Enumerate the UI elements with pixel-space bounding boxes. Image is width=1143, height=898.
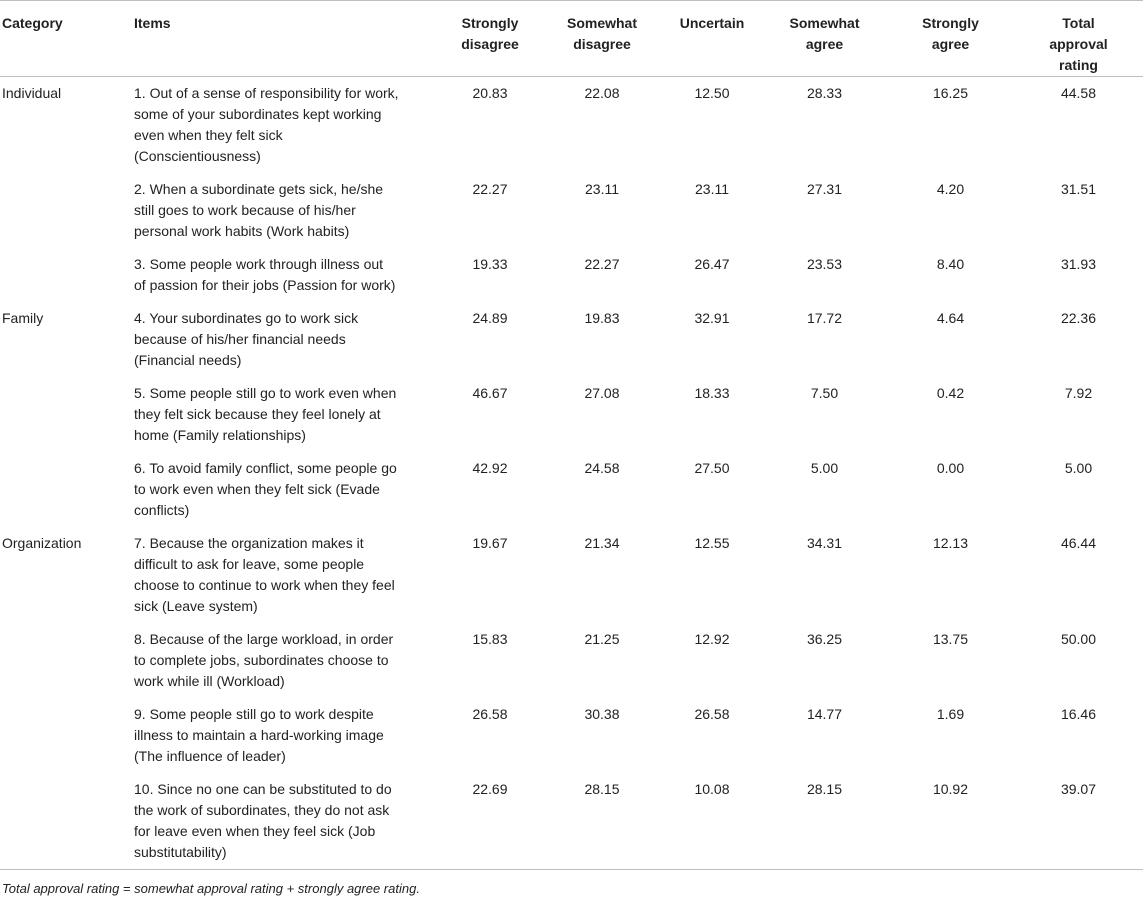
uncertain-value: 12.50 xyxy=(694,85,730,101)
strongly-agree-value: 8.40 xyxy=(936,256,965,272)
total-approval-value: 22.36 xyxy=(1060,310,1097,326)
somewhat-disagree-value: 22.08 xyxy=(584,85,620,101)
item-cell: 2. When a subordinate gets sick, he/she still goes to work because of his/her personal work habits (Work habits) xyxy=(134,181,384,239)
footnote: Total approval rating = somewhat approval rating + strongly agree rating. xyxy=(2,881,420,896)
strongly-disagree-value: 19.33 xyxy=(472,256,508,272)
header-total-approval: Total approval rating xyxy=(1049,15,1108,73)
somewhat-disagree-value: 21.25 xyxy=(584,631,620,647)
strongly-agree-value: 4.64 xyxy=(936,310,965,326)
category-cell xyxy=(0,773,134,870)
header-strongly-disagree: Strongly disagree xyxy=(461,15,519,52)
item-cell: 8. Because of the large workload, in order to complete jobs, subordinates choose to work while ill (Workload) xyxy=(134,631,394,689)
somewhat-agree-value: 14.77 xyxy=(806,706,843,722)
somewhat-disagree-value: 27.08 xyxy=(584,385,620,401)
table-row xyxy=(0,452,1143,527)
header-strongly-agree: Strongly agree xyxy=(922,15,979,52)
uncertain-value: 18.33 xyxy=(694,385,730,401)
total-approval-value: 50.00 xyxy=(1060,631,1097,647)
table-row xyxy=(0,773,1143,870)
item-cell: 7. Because the organization makes it difficult to ask for leave, some people choose to continue to work when they feel sick (Leave system) xyxy=(134,535,395,614)
category-cell: Individual xyxy=(2,85,62,101)
table-row xyxy=(0,623,1143,698)
category-cell xyxy=(0,452,134,527)
strongly-agree-value: 1.69 xyxy=(936,706,965,722)
header-uncertain: Uncertain xyxy=(679,15,745,31)
table-row xyxy=(0,248,1143,302)
strongly-agree-value: 12.13 xyxy=(932,535,969,551)
table-row xyxy=(0,173,1143,248)
total-approval-value: 31.51 xyxy=(1060,181,1097,197)
strongly-agree-value: 10.92 xyxy=(932,781,969,797)
header-items: Items xyxy=(134,15,171,31)
somewhat-agree-value: 17.72 xyxy=(806,310,843,326)
item-cell: 6. To avoid family conflict, some people go to work even when they felt sick (Evade conflicts) xyxy=(134,460,397,518)
uncertain-value: 12.55 xyxy=(694,535,730,551)
category-cell xyxy=(0,173,134,248)
category-cell: Organization xyxy=(2,535,82,551)
uncertain-value: 26.58 xyxy=(694,706,730,722)
uncertain-value: 10.08 xyxy=(694,781,730,797)
header-somewhat-disagree: Somewhat disagree xyxy=(566,15,637,52)
somewhat-agree-value: 27.31 xyxy=(806,181,843,197)
somewhat-disagree-value: 30.38 xyxy=(584,706,620,722)
table-row xyxy=(0,377,1143,452)
somewhat-agree-value: 5.00 xyxy=(810,460,839,476)
strongly-disagree-value: 20.83 xyxy=(472,85,508,101)
strongly-disagree-value: 26.58 xyxy=(472,706,508,722)
strongly-agree-value: 4.20 xyxy=(936,181,965,197)
total-approval-value: 46.44 xyxy=(1060,535,1097,551)
strongly-disagree-value: 15.83 xyxy=(472,631,508,647)
somewhat-disagree-value: 23.11 xyxy=(585,181,619,197)
total-approval-value: 44.58 xyxy=(1060,85,1097,101)
category-cell: Family xyxy=(2,310,44,326)
table-row xyxy=(0,77,1143,174)
strongly-disagree-value: 24.89 xyxy=(472,310,508,326)
uncertain-value: 27.50 xyxy=(694,460,730,476)
strongly-disagree-value: 22.69 xyxy=(472,781,508,797)
total-approval-value: 7.92 xyxy=(1064,385,1093,401)
somewhat-agree-value: 36.25 xyxy=(806,631,843,647)
total-approval-value: 5.00 xyxy=(1064,460,1093,476)
header-category: Category xyxy=(2,15,63,31)
strongly-disagree-value: 22.27 xyxy=(472,181,508,197)
header-somewhat-agree: Somewhat agree xyxy=(789,15,860,52)
item-cell: 1. Out of a sense of responsibility for work, some of your subordinates kept working even when they felt sick (Conscientiousness) xyxy=(134,85,399,164)
somewhat-disagree-value: 21.34 xyxy=(584,535,620,551)
somewhat-agree-value: 7.50 xyxy=(810,385,839,401)
table-body xyxy=(0,77,1143,870)
table-row xyxy=(0,527,1143,623)
total-approval-value: 31.93 xyxy=(1060,256,1097,272)
uncertain-value: 26.47 xyxy=(694,256,730,272)
total-approval-value: 16.46 xyxy=(1060,706,1097,722)
somewhat-disagree-value: 24.58 xyxy=(584,460,620,476)
strongly-disagree-value: 19.67 xyxy=(472,535,508,551)
item-cell: 4. Your subordinates go to work sick because of his/her financial needs (Financial needs) xyxy=(134,310,359,368)
somewhat-disagree-value: 28.15 xyxy=(584,781,620,797)
strongly-agree-value: 13.75 xyxy=(932,631,969,647)
category-cell xyxy=(0,377,134,452)
somewhat-disagree-value: 22.27 xyxy=(584,256,620,272)
uncertain-value: 23.11 xyxy=(695,181,729,197)
table-row xyxy=(0,698,1143,773)
category-cell xyxy=(0,698,134,773)
somewhat-disagree-value: 19.83 xyxy=(584,310,620,326)
item-cell: 5. Some people still go to work even when they felt sick because they feel lonely at home (Family relationships) xyxy=(134,385,397,443)
item-cell: 3. Some people work through illness out of passion for their jobs (Passion for work) xyxy=(134,256,396,293)
total-approval-value: 39.07 xyxy=(1060,781,1097,797)
somewhat-agree-value: 34.31 xyxy=(806,535,843,551)
uncertain-value: 12.92 xyxy=(694,631,730,647)
somewhat-agree-value: 28.33 xyxy=(806,85,843,101)
item-cell: 10. Since no one can be substituted to do the work of subordinates, they do not ask for leave even when they feel sick (Job substitutability) xyxy=(134,781,392,860)
category-cell xyxy=(0,248,134,302)
header-row xyxy=(0,1,1143,77)
category-cell xyxy=(0,623,134,698)
somewhat-agree-value: 28.15 xyxy=(806,781,843,797)
item-cell: 9. Some people still go to work despite illness to maintain a hard-working image (The influence of leader) xyxy=(134,706,384,764)
somewhat-agree-value: 23.53 xyxy=(806,256,843,272)
strongly-agree-value: 16.25 xyxy=(932,85,969,101)
uncertain-value: 32.91 xyxy=(694,310,730,326)
strongly-disagree-value: 42.92 xyxy=(472,460,508,476)
strongly-agree-value: 0.00 xyxy=(936,460,965,476)
strongly-agree-value: 0.42 xyxy=(936,385,965,401)
table-row xyxy=(0,302,1143,377)
strongly-disagree-value: 46.67 xyxy=(472,385,508,401)
